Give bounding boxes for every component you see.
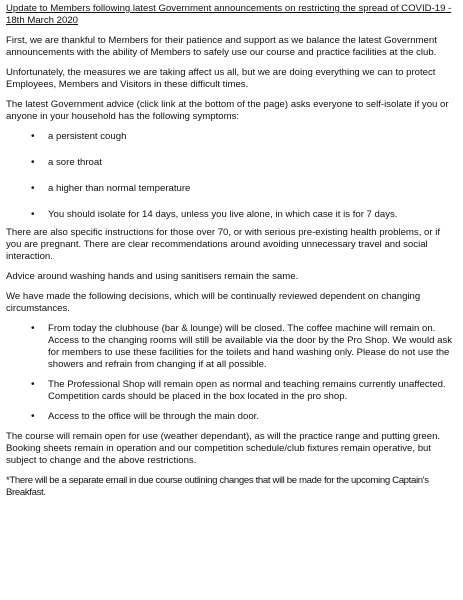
symptom-text: a persistent cough [48,131,127,142]
paragraph-thanks: First, we are thankful to Members for their patience and support as we balance the latest Government announcements with the ability of Members to safely use our course and practice facilities at the club. [6,35,437,58]
bullet-icon: • [31,183,35,194]
bullet-icon: • [31,379,35,390]
symptom-item [6,183,455,195]
symptom-text: You should isolate for 14 days, unless you live alone, in which case it is for 7 days. [48,209,398,220]
bullet-icon: • [31,209,35,220]
bullet-icon: • [31,323,35,334]
decision-item [6,379,455,403]
paragraph-government-advice: The latest Government advice (click link at the bottom of the page) asks everyone to self-isolate if you or anyone in your household has the following symptoms: [6,99,449,122]
paragraph-specific-instructions: There are also specific instructions for those over 70, or with serious pre-existing health problems, or if you are pregnant. There are clear recommendations around avoiding unnecessary travel and social interaction. [6,227,441,262]
symptom-item [6,209,455,221]
paragraph-captains-breakfast-note: *There will be a separate email in due course outlining changes that will be made for the upcoming Captain's Breakfast. [6,475,429,498]
decision-text: Access to the office will be through the main door. [48,411,260,422]
decision-text: From today the clubhouse (bar & lounge) will be closed. The coffee machine will remain on. Access to the changing rooms will still be available via the door by the Pro Shop. We would ask for members to use these facilities for the toilets and hand washing only. Please do not use the showers and refrain from changing if at all possible. [48,323,453,370]
symptom-item [6,157,455,169]
decision-item [6,411,455,423]
paragraph-decisions-intro: We have made the following decisions, which will be continually reviewed dependent on changing circumstances. [6,291,421,314]
bullet-icon: • [31,157,35,168]
bullet-icon: • [31,131,35,142]
decisions-list [6,323,455,423]
decision-item [6,323,455,371]
symptom-text: a sore throat [48,157,102,168]
paragraph-course-open: The course will remain open for use (weather dependant), as will the practice range and putting green. Booking sheets remain in operation and our competition schedule/club fixtures remain operative, but subject to change and the above restrictions. [6,431,441,466]
paragraph-hand-washing: Advice around washing hands and using sanitisers remain the same. [6,271,299,282]
symptom-text: a higher than normal temperature [48,183,191,194]
symptoms-list [6,131,455,221]
paragraph-measures: Unfortunately, the measures we are taking affect us all, but we are doing everything we can to protect Employees, Members and Visitors in these difficult times. [6,67,436,90]
decision-text: The Professional Shop will remain open as normal and teaching remains currently unaffected. Competition cards should be placed in the box located in the pro shop. [48,379,446,402]
symptom-item [6,131,455,143]
bullet-icon: • [31,411,35,422]
page-title: Update to Members following latest Government announcements on restricting the spread of COVID-19 - 18th March 2020 [6,3,452,26]
